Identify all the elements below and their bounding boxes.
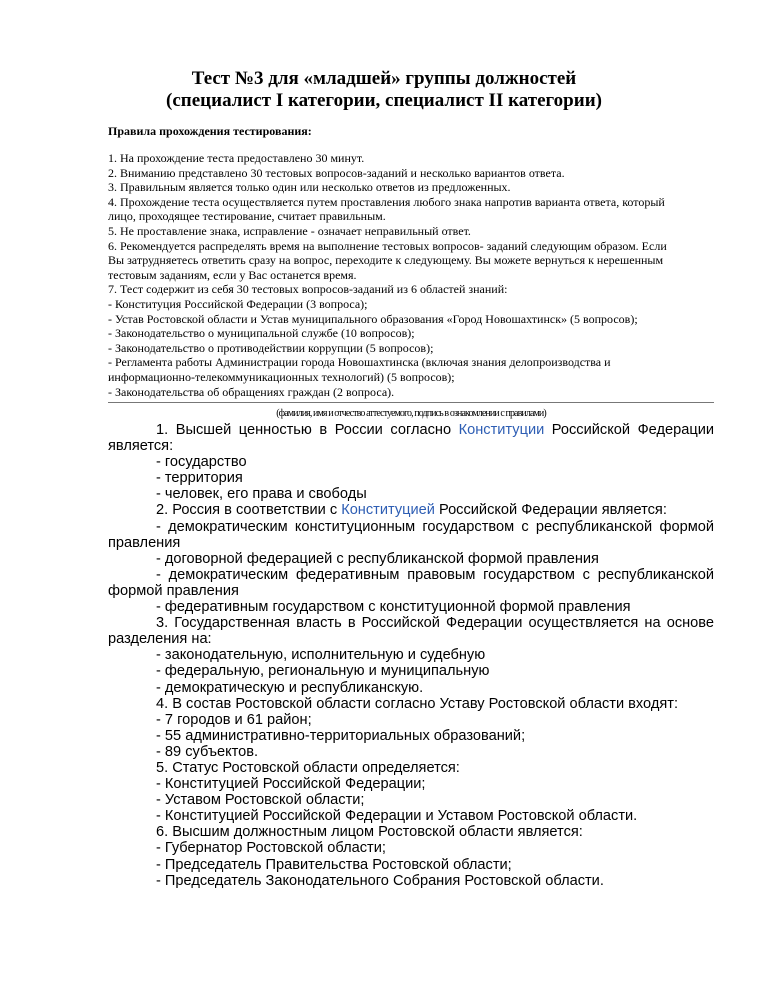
rule-line: - Конституция Российской Федерации (3 вопроса); xyxy=(108,296,368,311)
rule-line: 4. Прохождение теста осуществляется путем проставления любого знака напротив варианта ответа, который xyxy=(108,194,665,209)
rule-line: 3. Правильным является только один или несколько ответов из предложенных. xyxy=(108,180,511,195)
rule-line: 5. Не проставление знака, исправление - означает неправильный ответ. xyxy=(108,223,471,238)
answer-option: - демократическим федеративным правовым государством с республиканской формой правления xyxy=(108,566,714,599)
answer-option: - 55 административно-территориальных образований; xyxy=(156,727,526,744)
rule-line: информационно-телекоммуникационных технологий) (5 вопросов); xyxy=(108,369,455,384)
answer-option: - законодательную, исполнительную и судебную xyxy=(156,647,486,664)
question-list xyxy=(108,422,714,889)
answer-option: - федеративным государством с конституционной формой правления xyxy=(156,599,631,616)
rules-heading: Правила прохождения тестирования: xyxy=(108,124,312,138)
rule-line: 7. Тест содержит из себя 30 тестовых вопросов-заданий из 6 областей знаний: xyxy=(108,282,508,297)
rule-line: - Устав Ростовской области и Устав муниципального образования «Город Новошахтинск» (5 вопросов); xyxy=(108,311,638,326)
question-1-text: 1. Высшей ценностью в России согласно xyxy=(156,422,459,438)
question-6: 6. Высшим должностным лицом Ростовской области является: xyxy=(156,824,583,841)
answer-option: - договорной федерацией с республиканской формой правления xyxy=(156,550,599,567)
document-title-line-1: Тест №3 для «младшей» группы должностей xyxy=(191,68,577,89)
answer-option: - Председатель Законодательного Собрания Ростовской области. xyxy=(156,872,604,889)
rule-line: тестовым заданиям, если у Вас останется время. xyxy=(108,267,357,282)
constitution-link[interactable]: Конституцией xyxy=(341,502,435,519)
answer-option: - Конституцией Российской Федерации и Уставом Ростовской области. xyxy=(156,808,638,825)
answer-option: - территория xyxy=(156,470,243,487)
answer-option: - человек, его права и свободы xyxy=(156,486,367,503)
question-3: 3. Государственная власть в Российской Федерации осуществляется на основе разделения на: xyxy=(108,615,714,648)
constitution-link[interactable]: Конституции xyxy=(458,422,545,438)
rule-line: 2. Вниманию представлено 30 тестовых вопросов-заданий и несколько вариантов ответа. xyxy=(108,165,565,180)
question-4: 4. В состав Ростовской области согласно Уставу Ростовской области входят: xyxy=(156,695,678,712)
answer-option: - демократическим конституционным государством с республиканской формой правления xyxy=(108,518,714,551)
rule-line: - Регламента работы Администрации города Новошахтинска (включая знания делопроизводства и xyxy=(108,355,611,370)
rule-line: 1. На прохождение теста предоставлено 30 минут. xyxy=(108,151,365,165)
answer-option: - Председатель Правительства Ростовской области; xyxy=(156,856,512,873)
rule-line: лицо, проходящее тестирование, считает правильным. xyxy=(108,209,386,224)
rule-line: 6. Рекомендуется распределять время на выполнение тестовых вопросов- заданий следующим образом. Если xyxy=(108,238,667,253)
answer-option: - демократическую и республиканскую. xyxy=(156,679,424,696)
answer-option: - федеральную, региональную и муниципальную xyxy=(156,663,490,680)
answer-option: - 89 субъектов. xyxy=(156,743,259,760)
rule-line: - Законодательство о муниципальной службе (10 вопросов); xyxy=(108,326,415,341)
signature-line xyxy=(108,402,714,403)
answer-option: - Уставом Ростовской области; xyxy=(156,792,365,809)
rules-list xyxy=(108,151,716,399)
question-1-text-end: Российской Федерации является: xyxy=(108,422,714,455)
question-2 xyxy=(108,502,714,518)
document-title-line-2: (специалист I категории, специалист II категории) xyxy=(166,90,602,111)
rule-line: Вы затрудняетесь ответить сразу на вопрос, переходите к следующему. Вы можете вернуться к нерешенным xyxy=(108,253,664,268)
rule-line: - Законодательства об обращениях граждан (2 вопроса). xyxy=(108,384,395,399)
answer-option: - Конституцией Российской Федерации; xyxy=(156,776,426,793)
signature-caption: (фамилия, имя и отчество аттестуемого, подпись в ознакомлении с правилами) xyxy=(276,408,546,419)
answer-option: - Губернатор Ростовской области; xyxy=(156,840,386,857)
question-2-text-end: Российской Федерации является: xyxy=(434,502,667,519)
question-5: 5. Статус Ростовской области определяется: xyxy=(156,759,460,776)
answer-option: - государство xyxy=(156,454,247,471)
rule-line: - Законодательство о противодействии коррупции (5 вопросов); xyxy=(108,340,434,355)
question-1 xyxy=(108,422,714,454)
question-2-text: 2. Россия в соответствии с xyxy=(156,502,342,519)
answer-option: - 7 городов и 61 район; xyxy=(156,711,312,728)
